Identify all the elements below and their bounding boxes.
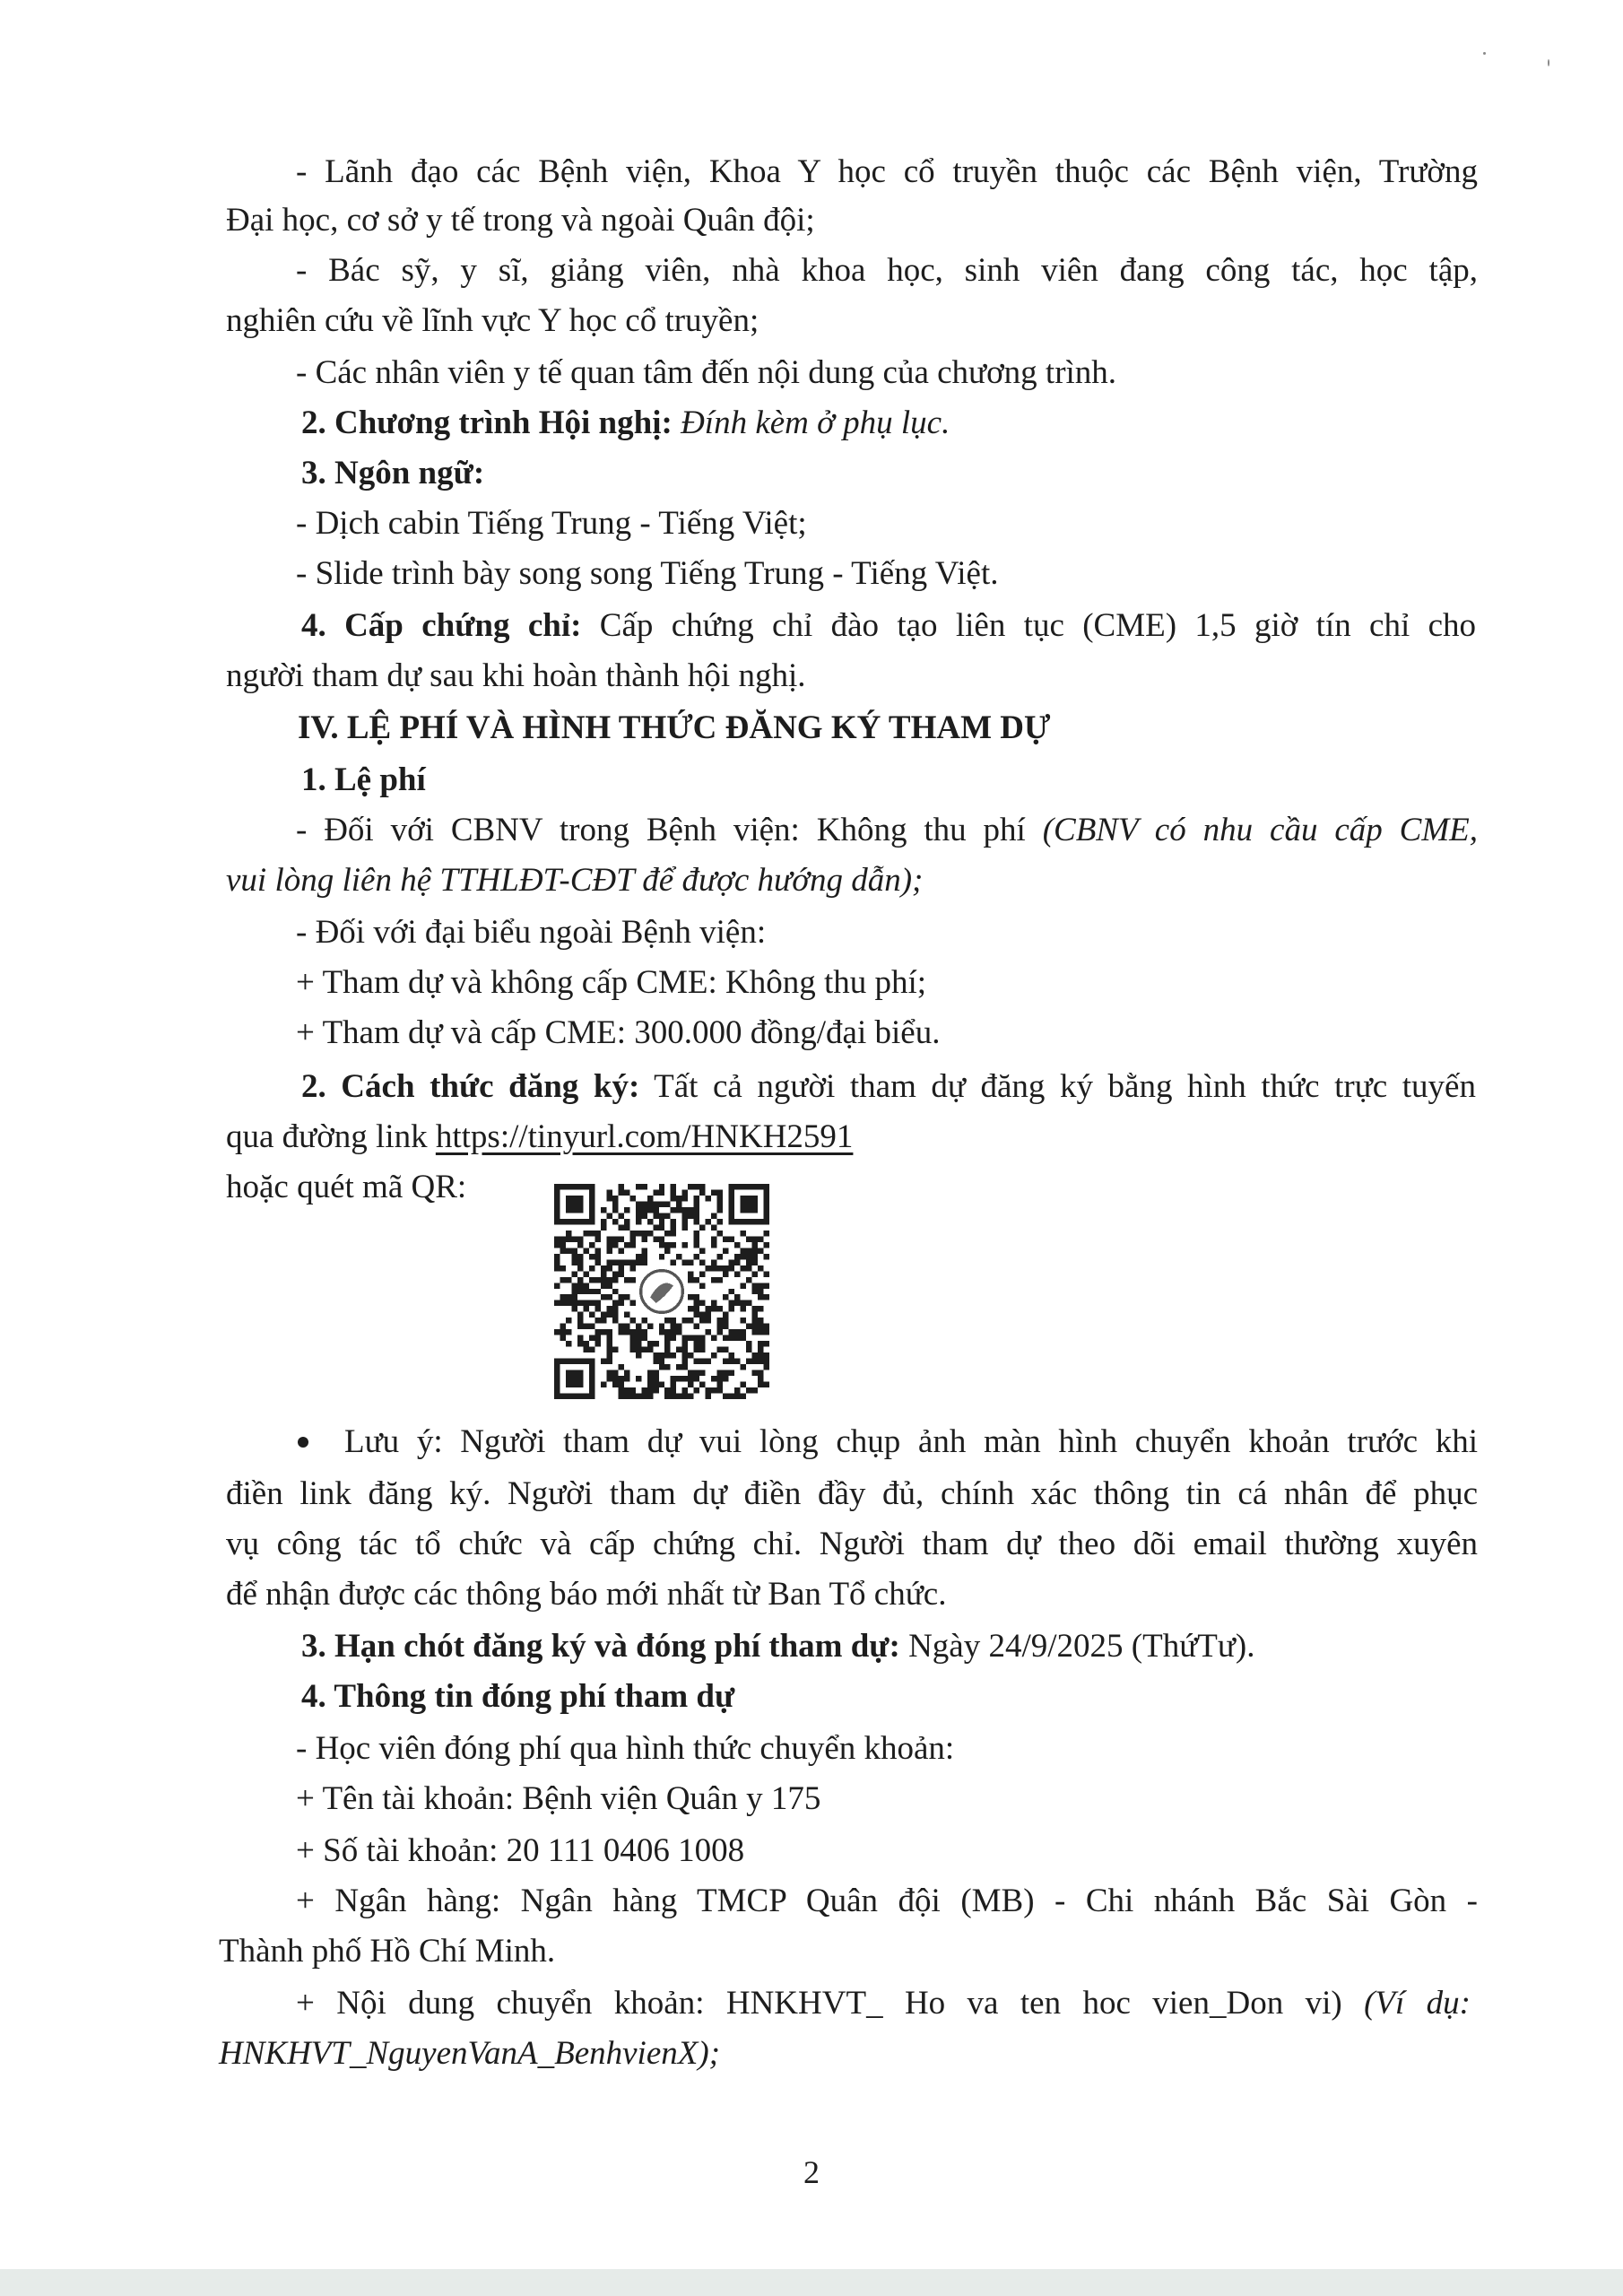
deadline-line: [301, 1625, 1254, 1668]
certificate-text: Cấp chứng chỉ đào tạo liên tục (CME) 1,5 giờ tín chỉ cho: [599, 607, 1476, 644]
fee-label: 1. Lệ phí: [301, 761, 426, 798]
registration-text: Tất cả người tham dự đăng ký bằng hình thức trực tuyến: [654, 1068, 1476, 1105]
registration-label: 2. Cách thức đăng ký:: [301, 1068, 640, 1105]
page-number: 2: [803, 2154, 820, 2190]
payment-example: HNKHVT_NguyenVanA_BenhvienX);: [219, 2035, 720, 2072]
program-value: Đính kèm ở phụ lục.: [681, 404, 950, 441]
certificate-text-cont: người tham dự sau khi hoàn thành hội nghị.: [226, 657, 806, 694]
registration-link-line: [226, 1116, 853, 1159]
certificate-label: 4. Cấp chứng chỉ:: [301, 607, 582, 644]
payment-bank-cont: Thành phố Hồ Chí Minh.: [219, 1933, 556, 1970]
payment-method: - Học viên đóng phí qua hình thức chuyển khoản:: [296, 1730, 955, 1767]
audience-item-leaders-cont: Đại học, cơ sở y tế trong và ngoài Quân đội;: [226, 202, 815, 239]
audience-item-leaders: - Lãnh đạo các Bệnh viện, Khoa Y học cổ truyền thuộc các Bệnh viện, Trường: [296, 153, 1478, 190]
payment-content: + Nội dung chuyển khoản: HNKHVT_ Ho va ten hoc vien_Don vi): [296, 1985, 1342, 2022]
language-item-slide: - Slide trình bày song song Tiếng Trung - Tiếng Việt.: [296, 555, 999, 592]
fee-staff-line: [296, 809, 1478, 852]
payment-example-label: (Ví dụ:: [1364, 1985, 1471, 2022]
language-label: 3. Ngôn ngữ:: [301, 455, 485, 491]
fee-staff-text: - Đối với CBNV trong Bệnh viện: Không thu phí: [296, 812, 1026, 848]
audience-item-doctors: - Bác sỹ, y sĩ, giảng viên, nhà khoa học, sinh viên đang công tác, học tập,: [296, 252, 1478, 289]
note-line-2: điền link đăng ký. Người tham dự điền đầy đủ, chính xác thông tin cá nhân để phục: [226, 1475, 1478, 1512]
program-line: [301, 402, 950, 445]
fee-staff-note: (CBNV có nhu cầu cấp CME,: [1042, 812, 1478, 848]
language-item-cabin: - Dịch cabin Tiếng Trung - Tiếng Việt;: [296, 505, 807, 542]
payment-account-number: + Số tài khoản: 20 111 0406 1008: [296, 1832, 745, 1869]
fee-external: - Đối với đại biểu ngoài Bệnh viện:: [296, 914, 767, 951]
program-label: 2. Chương trình Hội nghị:: [301, 404, 673, 441]
payment-label: 4. Thông tin đóng phí tham dự: [301, 1678, 735, 1715]
note-line-1: [298, 1421, 1478, 1464]
certificate-line: [301, 604, 1476, 648]
payment-account-name: + Tên tài khoản: Bệnh viện Quân y 175: [296, 1780, 821, 1817]
audience-item-staff: - Các nhân viên y tế quan tâm đến nội dung của chương trình.: [296, 354, 1117, 391]
payment-content-line: [296, 1982, 1471, 2025]
note-line-4: để nhận được các thông báo mới nhất từ Ban Tổ chức.: [226, 1576, 947, 1613]
fee-external-cme: + Tham dự và cấp CME: 300.000 đồng/đại biểu.: [296, 1014, 941, 1051]
fee-external-no-cme: + Tham dự và không cấp CME: Không thu phí;: [296, 964, 927, 1001]
section-iv-heading: IV. LỆ PHÍ VÀ HÌNH THỨC ĐĂNG KÝ THAM DỰ: [298, 709, 1051, 746]
note-text-1: Lưu ý: Người tham dự vui lòng chụp ảnh màn hình chuyển khoản trước khi: [344, 1423, 1478, 1460]
payment-bank: + Ngân hàng: Ngân hàng TMCP Quân đội (MB) - Chi nhánh Bắc Sài Gòn -: [296, 1883, 1478, 1919]
audience-item-doctors-cont: nghiên cứu về lĩnh vực Y học cổ truyền;: [226, 302, 759, 339]
deadline-label: 3. Hạn chót đăng ký và đóng phí tham dự:: [301, 1628, 900, 1665]
note-line-3: vụ công tác tổ chức và cấp chứng chỉ. Người tham dự theo dõi email thường xuyên: [226, 1526, 1478, 1562]
scan-speck: [1548, 59, 1549, 66]
bullet-dot-icon: [298, 1437, 308, 1448]
registration-link-prefix: qua đường link: [226, 1118, 428, 1155]
registration-line: [301, 1065, 1476, 1109]
scan-speck: [1483, 52, 1486, 55]
fee-staff-note-cont: vui lòng liên hệ TTHLĐT-CĐT để được hướng dẫn);: [226, 862, 924, 899]
registration-link[interactable]: https://tinyurl.com/HNKH2591: [435, 1118, 854, 1155]
qr-label: hoặc quét mã QR:: [226, 1169, 467, 1205]
registration-qr-code[interactable]: [554, 1184, 769, 1399]
deadline-value: Ngày 24/9/2025 (ThứTư).: [908, 1628, 1255, 1665]
scanner-bottom-edge: [0, 2269, 1623, 2296]
